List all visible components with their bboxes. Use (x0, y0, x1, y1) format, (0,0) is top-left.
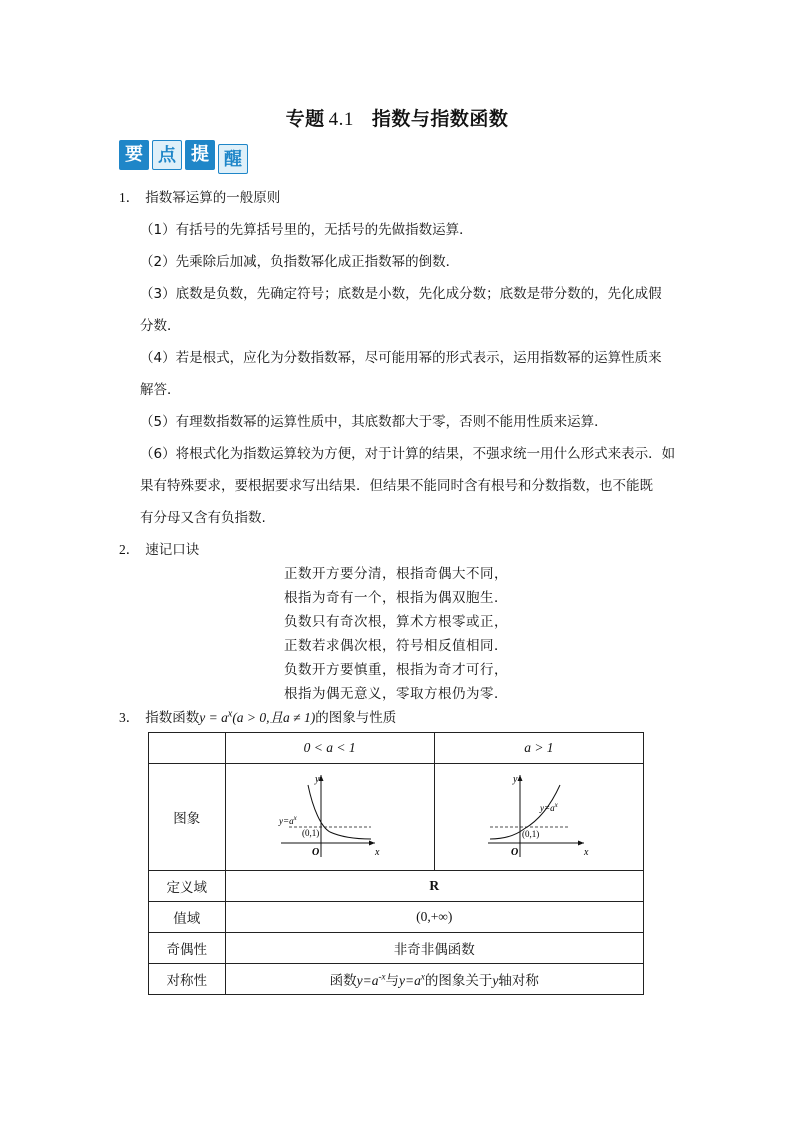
graph-a-curve-label-base: y=a (278, 816, 294, 826)
x-axis-arrow (578, 841, 584, 846)
title-prefix: 专题 (285, 108, 325, 130)
poem-line-6: 根指为偶无意义，零取方根仍为零． (284, 686, 508, 702)
section-3-title-a: 指数函数 (145, 710, 200, 726)
rule-item-3-cont: 分数． (140, 318, 181, 334)
symmetry-text-e: 的图象关于 (424, 973, 493, 989)
domain-value: R (225, 871, 643, 902)
symmetry-formula-1: y=a (356, 973, 379, 988)
poem-line-5: 负数开方要慎重，根指为奇才可行， (284, 662, 508, 678)
rule-item-1: （1）有括号的先算括号里的，无括号的先做指数运算． (140, 222, 473, 238)
range-value: (0,+∞) (225, 902, 643, 933)
section-3-formula: y = a (199, 710, 228, 725)
rule-item-6: （6）将根式化为指数运算较为方便，对于计算的结果，不强求统一用什么形式来表示．如 (140, 446, 676, 462)
section-2-title: 速记口诀 (145, 542, 200, 558)
section-1-heading (119, 186, 280, 206)
header-case-a: 0 < a < 1 (225, 733, 434, 764)
badge-char-1: 要 (119, 140, 149, 170)
graph-a-curve-label-sup: x (293, 814, 297, 822)
table-row-domain (149, 871, 644, 902)
graph-a-origin: O (311, 847, 319, 858)
table-corner-cell (149, 733, 226, 764)
symmetry-text-a: 函数 (329, 973, 357, 989)
rule-item-4-cont: 解答． (140, 382, 181, 398)
title-number: 4.1 (328, 109, 354, 130)
key-points-badge (119, 140, 251, 174)
section-3-formula-sup: x (227, 708, 233, 720)
rule-item-6-cont-1: 果有特殊要求，要根据要求写出结果．但结果不能同时含有根号和分数指数，也不能既 (140, 478, 653, 494)
rule-item-4: （4）若是根式，应化为分数指数幂，尽可能用幂的形式表示，运用指数幂的运算性质来 (140, 350, 662, 366)
poem-line-2: 根指为奇有一个，根指为偶双胞生． (284, 590, 508, 606)
symmetry-text-g: 轴对称 (498, 973, 539, 989)
section-1-number: 1． (119, 190, 140, 205)
table-row-graph (149, 764, 644, 871)
graph-b-origin: O (510, 847, 519, 858)
growth-graph (484, 769, 594, 861)
rule-item-2: （2）先乘除后加减，负指数幂化成正指数幂的倒数． (140, 254, 460, 270)
badge-char-3: 提 (185, 140, 215, 170)
graph-cell-a (225, 764, 434, 871)
symmetry-formula-2: y=a (399, 973, 421, 988)
page-title (0, 104, 794, 131)
graph-b-curve-label-base: y=a (539, 803, 555, 813)
table-header-row (149, 733, 644, 764)
x-axis-arrow (369, 841, 375, 846)
table-row-symmetry (149, 964, 644, 995)
symmetry-value (225, 964, 643, 995)
poem-line-4: 正数若求偶次根，符号相反值相同． (284, 638, 508, 654)
graph-a-x-label: x (374, 847, 380, 858)
row-label-range: 值域 (149, 902, 226, 933)
graph-cell-b (434, 764, 643, 871)
table-row-parity (149, 933, 644, 964)
poem-line-3: 负数只有奇次根，算术方根零或正， (284, 614, 508, 630)
section-1-title: 指数幂运算的一般原则 (145, 190, 281, 206)
rule-item-3: （3）底数是负数，先确定符号；底数是小数，先化成分数；底数是带分数的，先化成假 (140, 286, 662, 302)
section-2-number: 2． (119, 542, 140, 557)
exp-function-table (148, 732, 644, 995)
section-3-number: 3． (119, 710, 140, 725)
graph-b-point-label: (0,1) (521, 829, 540, 839)
row-label-domain: 定义域 (149, 871, 226, 902)
graph-b-curve-label (539, 801, 559, 813)
table-row-range (149, 902, 644, 933)
badge-char-2: 点 (152, 140, 182, 170)
symmetry-formula-1-sup: -x (378, 971, 386, 982)
section-3-condition: (a > 0,且a ≠ 1) (232, 710, 316, 725)
graph-a-point-label: (0,1) (301, 828, 319, 838)
rule-item-6-cont-2: 有分母又含有负指数. (140, 510, 266, 526)
decay-graph (275, 769, 385, 861)
rule-item-5: （5）有理数指数幂的运算性质中，其底数都大于零，否则不能用性质来运算． (140, 414, 608, 430)
header-case-b: a > 1 (434, 733, 643, 764)
y-axis-arrow (517, 775, 522, 781)
graph-b-x-label: x (583, 847, 589, 858)
section-3-title-b: 的图象与性质 (315, 710, 397, 726)
parity-value: 非奇非偶函数 (225, 933, 643, 964)
poem-line-1: 正数开方要分清，根指奇偶大不同， (284, 566, 508, 582)
badge-char-4: 醒 (218, 144, 248, 174)
graph-a-curve-label (278, 814, 298, 826)
symmetry-axis: y (492, 973, 499, 988)
symmetry-text-c: 与 (385, 973, 399, 989)
symmetry-formula-2-sup: x (420, 971, 425, 982)
graph-a-y-label: y (314, 774, 320, 785)
section-3-heading (119, 706, 396, 726)
row-label-graph: 图象 (149, 764, 226, 871)
graph-b-curve-label-sup: x (554, 801, 558, 809)
row-label-parity: 奇偶性 (149, 933, 226, 964)
graph-b-y-label: y (512, 774, 518, 785)
title-text: 指数与指数函数 (371, 108, 509, 130)
row-label-symmetry: 对称性 (149, 964, 226, 995)
section-2-heading (119, 538, 199, 558)
